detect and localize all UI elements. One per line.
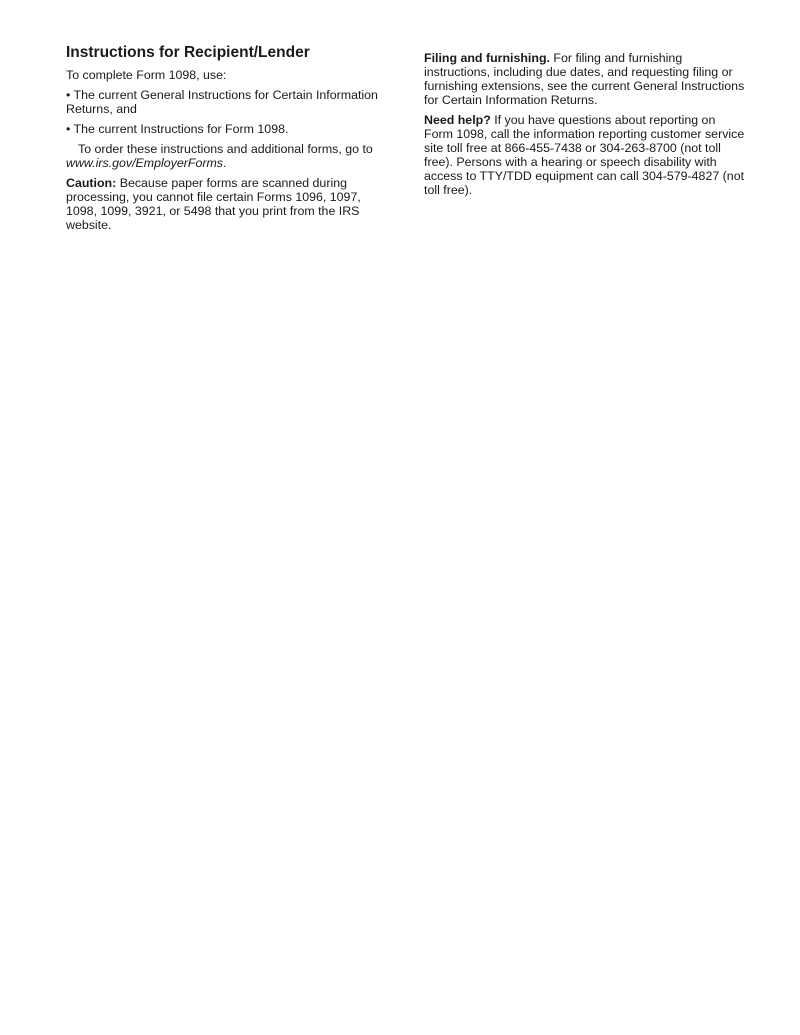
filing-text: For filing and furnishing instructions, including due dates, and requesting filing or furnishing extensions, see the current General Instructions for Certain Information Returns. [424,51,745,107]
intro-text: To complete Form 1098, use: [66,68,227,82]
irs-link[interactable]: www.irs.gov/EmployerForms [66,156,223,170]
help-label: Need help? [424,113,491,127]
left-column [66,44,388,238]
section-heading: Instructions for Recipient/Lender [66,44,310,61]
caution-text: Because paper forms are scanned during processing, you cannot file certain Forms 1096, 1097, 1098, 1099, 3921, or 5498 that you print from the IRS website. [66,176,361,232]
help-paragraph [424,113,746,197]
period: . [222,156,227,170]
filing-label: Filing and furnishing. [424,51,550,65]
caution-label: Caution: [66,176,117,190]
right-column [424,51,746,203]
help-text: If you have questions about reporting on Form 1098, call the information reporting customer service site toll free at 866-455-7438 or 304-263-8700 (not toll free). Persons with a hearing or speech disability with access to TTY/TDD equipment can call 304-579-4827 (not toll free). [424,113,745,197]
bullet-item: • The current General Instructions for Certain Information Returns, and [66,88,378,116]
order-paragraph [66,142,388,170]
filing-paragraph [424,51,746,107]
bullet-item: • The current Instructions for Form 1098. [66,122,289,136]
order-text: To order these instructions and additional forms, go to [78,142,373,156]
caution-paragraph [66,176,388,232]
